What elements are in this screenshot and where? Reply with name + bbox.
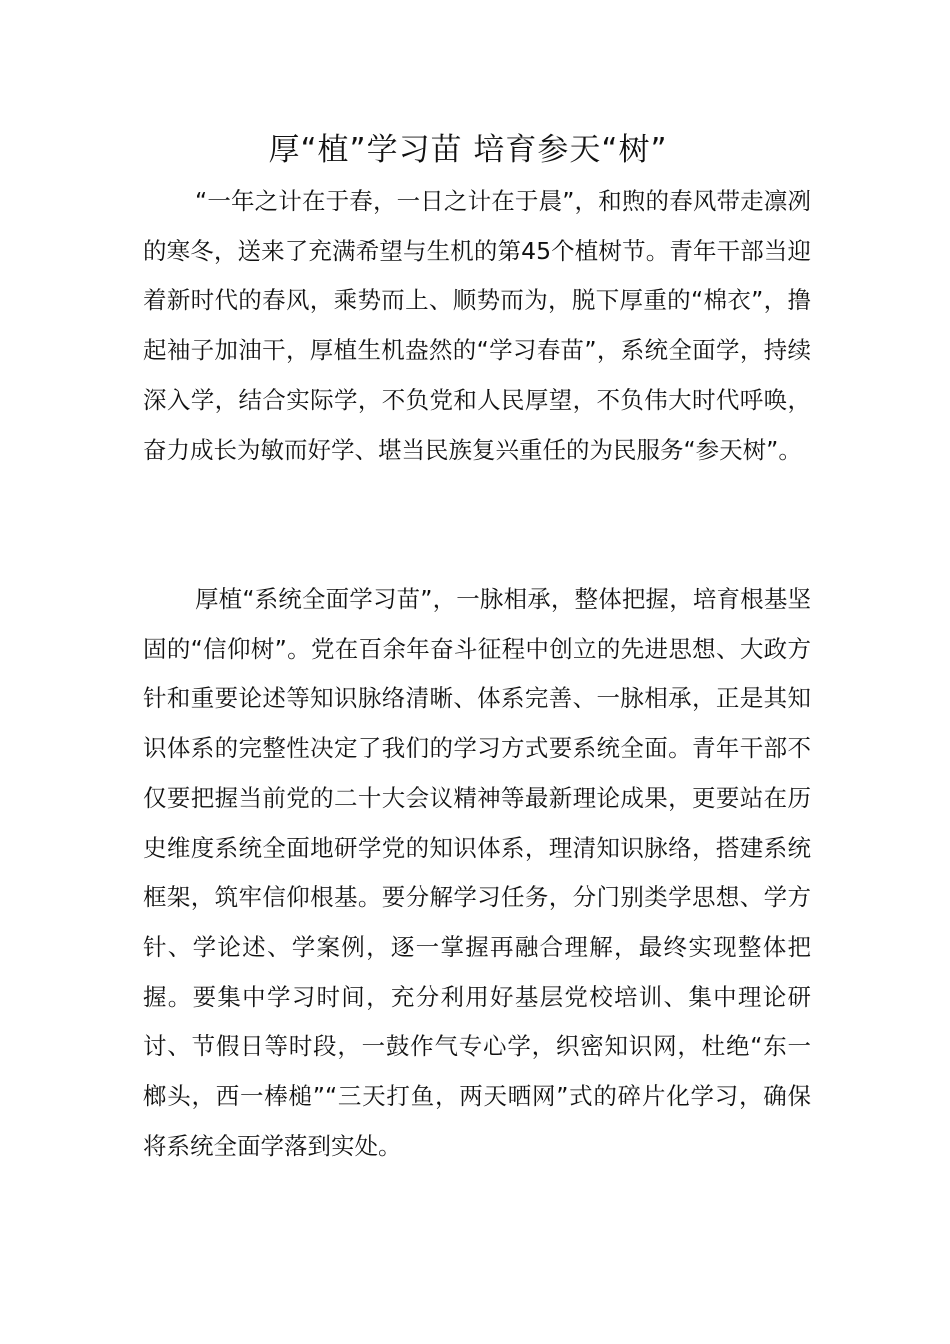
document-title: 厚“植”学习苗 培育参天“树” — [268, 132, 668, 168]
paragraph-systematic-study: 厚植“系统全面学习苗”，一脉相承，整体把握，培育根基坚固的“信仰树”。党在百余年奋斗征程中创立的先进思想、大政方针和重要论述等知识脉络清晰、体系完善、一脉相承，正是其知识体系的完整性决定了我们的学习方式要系统全面。青年干部不仅要把握当前党的二十大会议精神等最新理论成果，更要站在历史维度系统全面地研学党的知识体系，理清知识脉络，搭建系统框架，筑牢信仰根基。要分解学习任务，分门别类学思想、学方针、学论述、学案例，逐一掌握再融合理解，最终实现整体把握。要集中学习时间，充分利用好基层党校培训、集中理论研讨、节假日等时段，一鼓作气专心学，织密知识网，杜绝“东一榔头，西一棒槌”“三天打鱼，两天晒网”式的碎片化学习，确保将系统全面学落到实处。 — [143, 585, 811, 1160]
paragraph-intro: “一年之计在于春，一日之计在于晨”，和煦的春风带走凛冽的寒冬，送来了充满希望与生机的第45个植树节。青年干部当迎着新时代的春风，乘势而上、顺势而为，脱下厚重的“棉衣”，撸起袖子加油干，厚植生机盎然的“学习春苗”，系统全面学，持续深入学，结合实际学，不负党和人民厚望，不负伟大时代呼唤，奋力成长为敏而好学、堪当民族复兴重任的为民服务“参天树”。 — [143, 187, 811, 464]
